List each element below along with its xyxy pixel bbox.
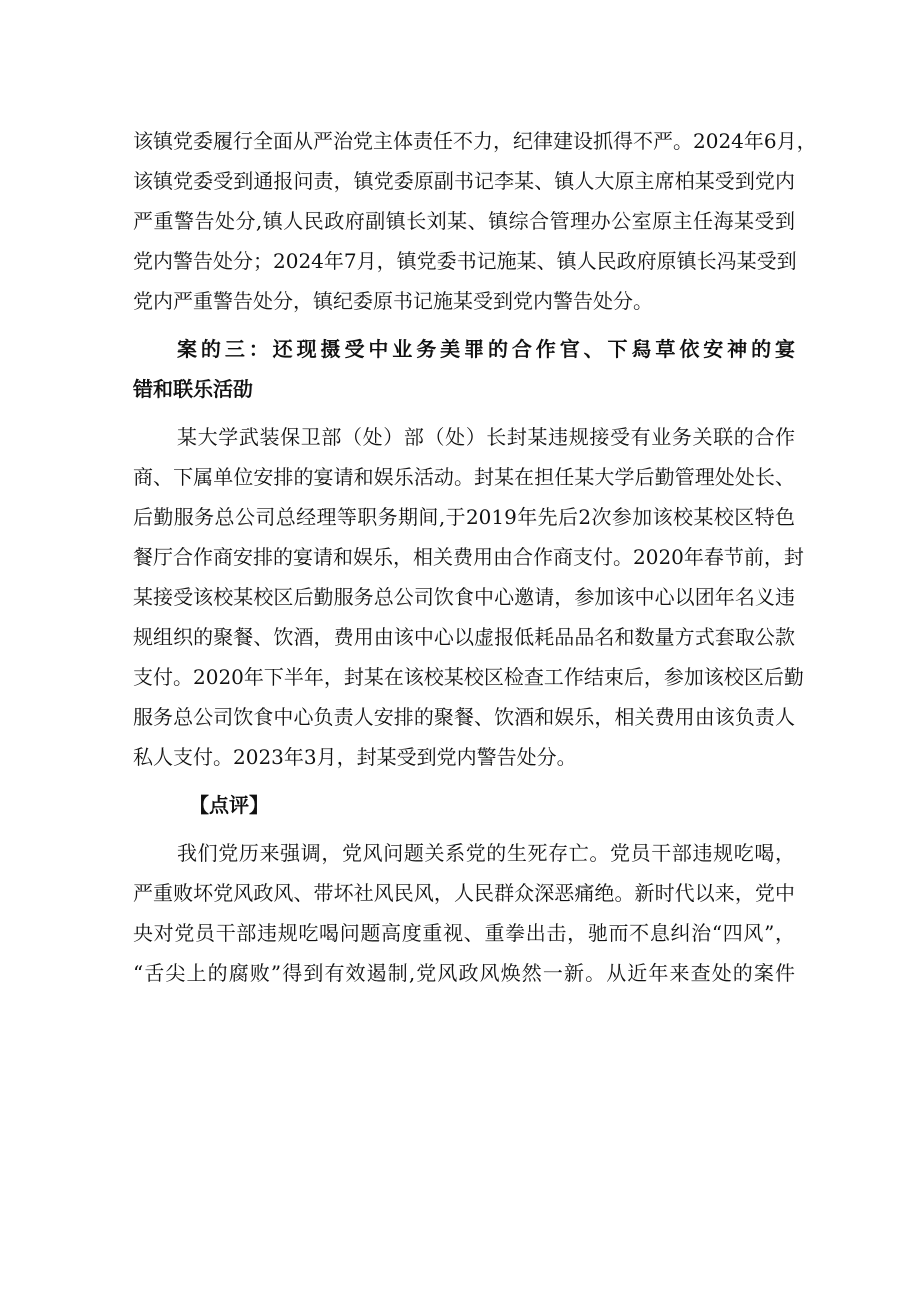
case-heading: [133, 329, 795, 409]
spacer: [133, 825, 795, 833]
text-line: 商、下属单位安排的宴请和娱乐活动。封某在担任某大学后勤管理处处长、: [133, 465, 795, 489]
text-line: 严重败坏党风政风、带坏社风民风，人民群众深恶痛绝。新时代以来，党中: [133, 881, 795, 905]
text-line: 央对党员干部违规吃喝问题高度重视、重拳出击，驰而不息纠治“四风”，: [133, 921, 795, 945]
comment-label: 【点评】: [189, 793, 269, 817]
paragraph-discipline-result: [133, 121, 817, 321]
text-line: 后勤服务总公司总经理等职务期间,于2019年先后2次参加该校某校区特色: [133, 505, 795, 529]
text-line: 党内严重警告处分，镇纪委原书记施某受到党内警告处分。: [133, 289, 653, 313]
spacer: [133, 409, 795, 417]
text-line: 该镇党委受到通报问责，镇党委原副书记李某、镇人大原主席柏某受到党内: [133, 169, 795, 193]
text-line: 餐厅合作商安排的宴请和娱乐，相关费用由合作商支付。2020年春节前，封: [133, 545, 804, 569]
text-line: 服务总公司饮食中心负责人安排的聚餐、饮酒和娱乐，相关费用由该负责人: [133, 705, 795, 729]
spacer: [133, 777, 795, 785]
text-line: 支付。2020年下半年，封某在该校某校区检查工作结束后，参加该校区后勤: [133, 665, 804, 689]
text-line: 某接受该校某校区后勤服务总公司饮食中心邀请，参加该中心以团年名义违: [133, 585, 795, 609]
spacer: [133, 321, 795, 329]
text-line: “舌尖上的腐败”得到有效遏制,党风政风焕然一新。从近年来查处的案件: [133, 961, 795, 985]
text-line: 我们党历来强调，党风问题关系党的生死存亡。党员干部违规吃喝，: [177, 841, 795, 865]
text-line: 严重警告处分,镇人民政府副镇长刘某、镇综合管理办公室原主任海某受到: [133, 209, 795, 233]
heading-line: 案的三：还现摄受中业务美罪的合作官、下舄草依安神的宴: [177, 337, 795, 361]
text-line: 私人支付。2023年3月，封某受到党内警告处分。: [133, 745, 577, 769]
paragraph-case-description: [133, 417, 804, 777]
paragraph-commentary: [133, 833, 795, 993]
heading-line: 错和联乐活劭: [133, 377, 253, 401]
text-line: 党内警告处分；2024年7月，镇党委书记施某、镇人民政府原镇长冯某受到: [133, 249, 797, 273]
text-line: 某大学武装保卫部（处）部（处）长封某违规接受有业务关联的合作: [177, 425, 795, 449]
document-body: [133, 121, 817, 993]
text-line: 规组织的聚餐、饮酒，费用由该中心以虚报低耗品品名和数量方式套取公款: [133, 625, 795, 649]
text-line: 该镇党委履行全面从严治党主体责任不力，纪律建设抓得不严。2024年6月，: [133, 129, 817, 153]
